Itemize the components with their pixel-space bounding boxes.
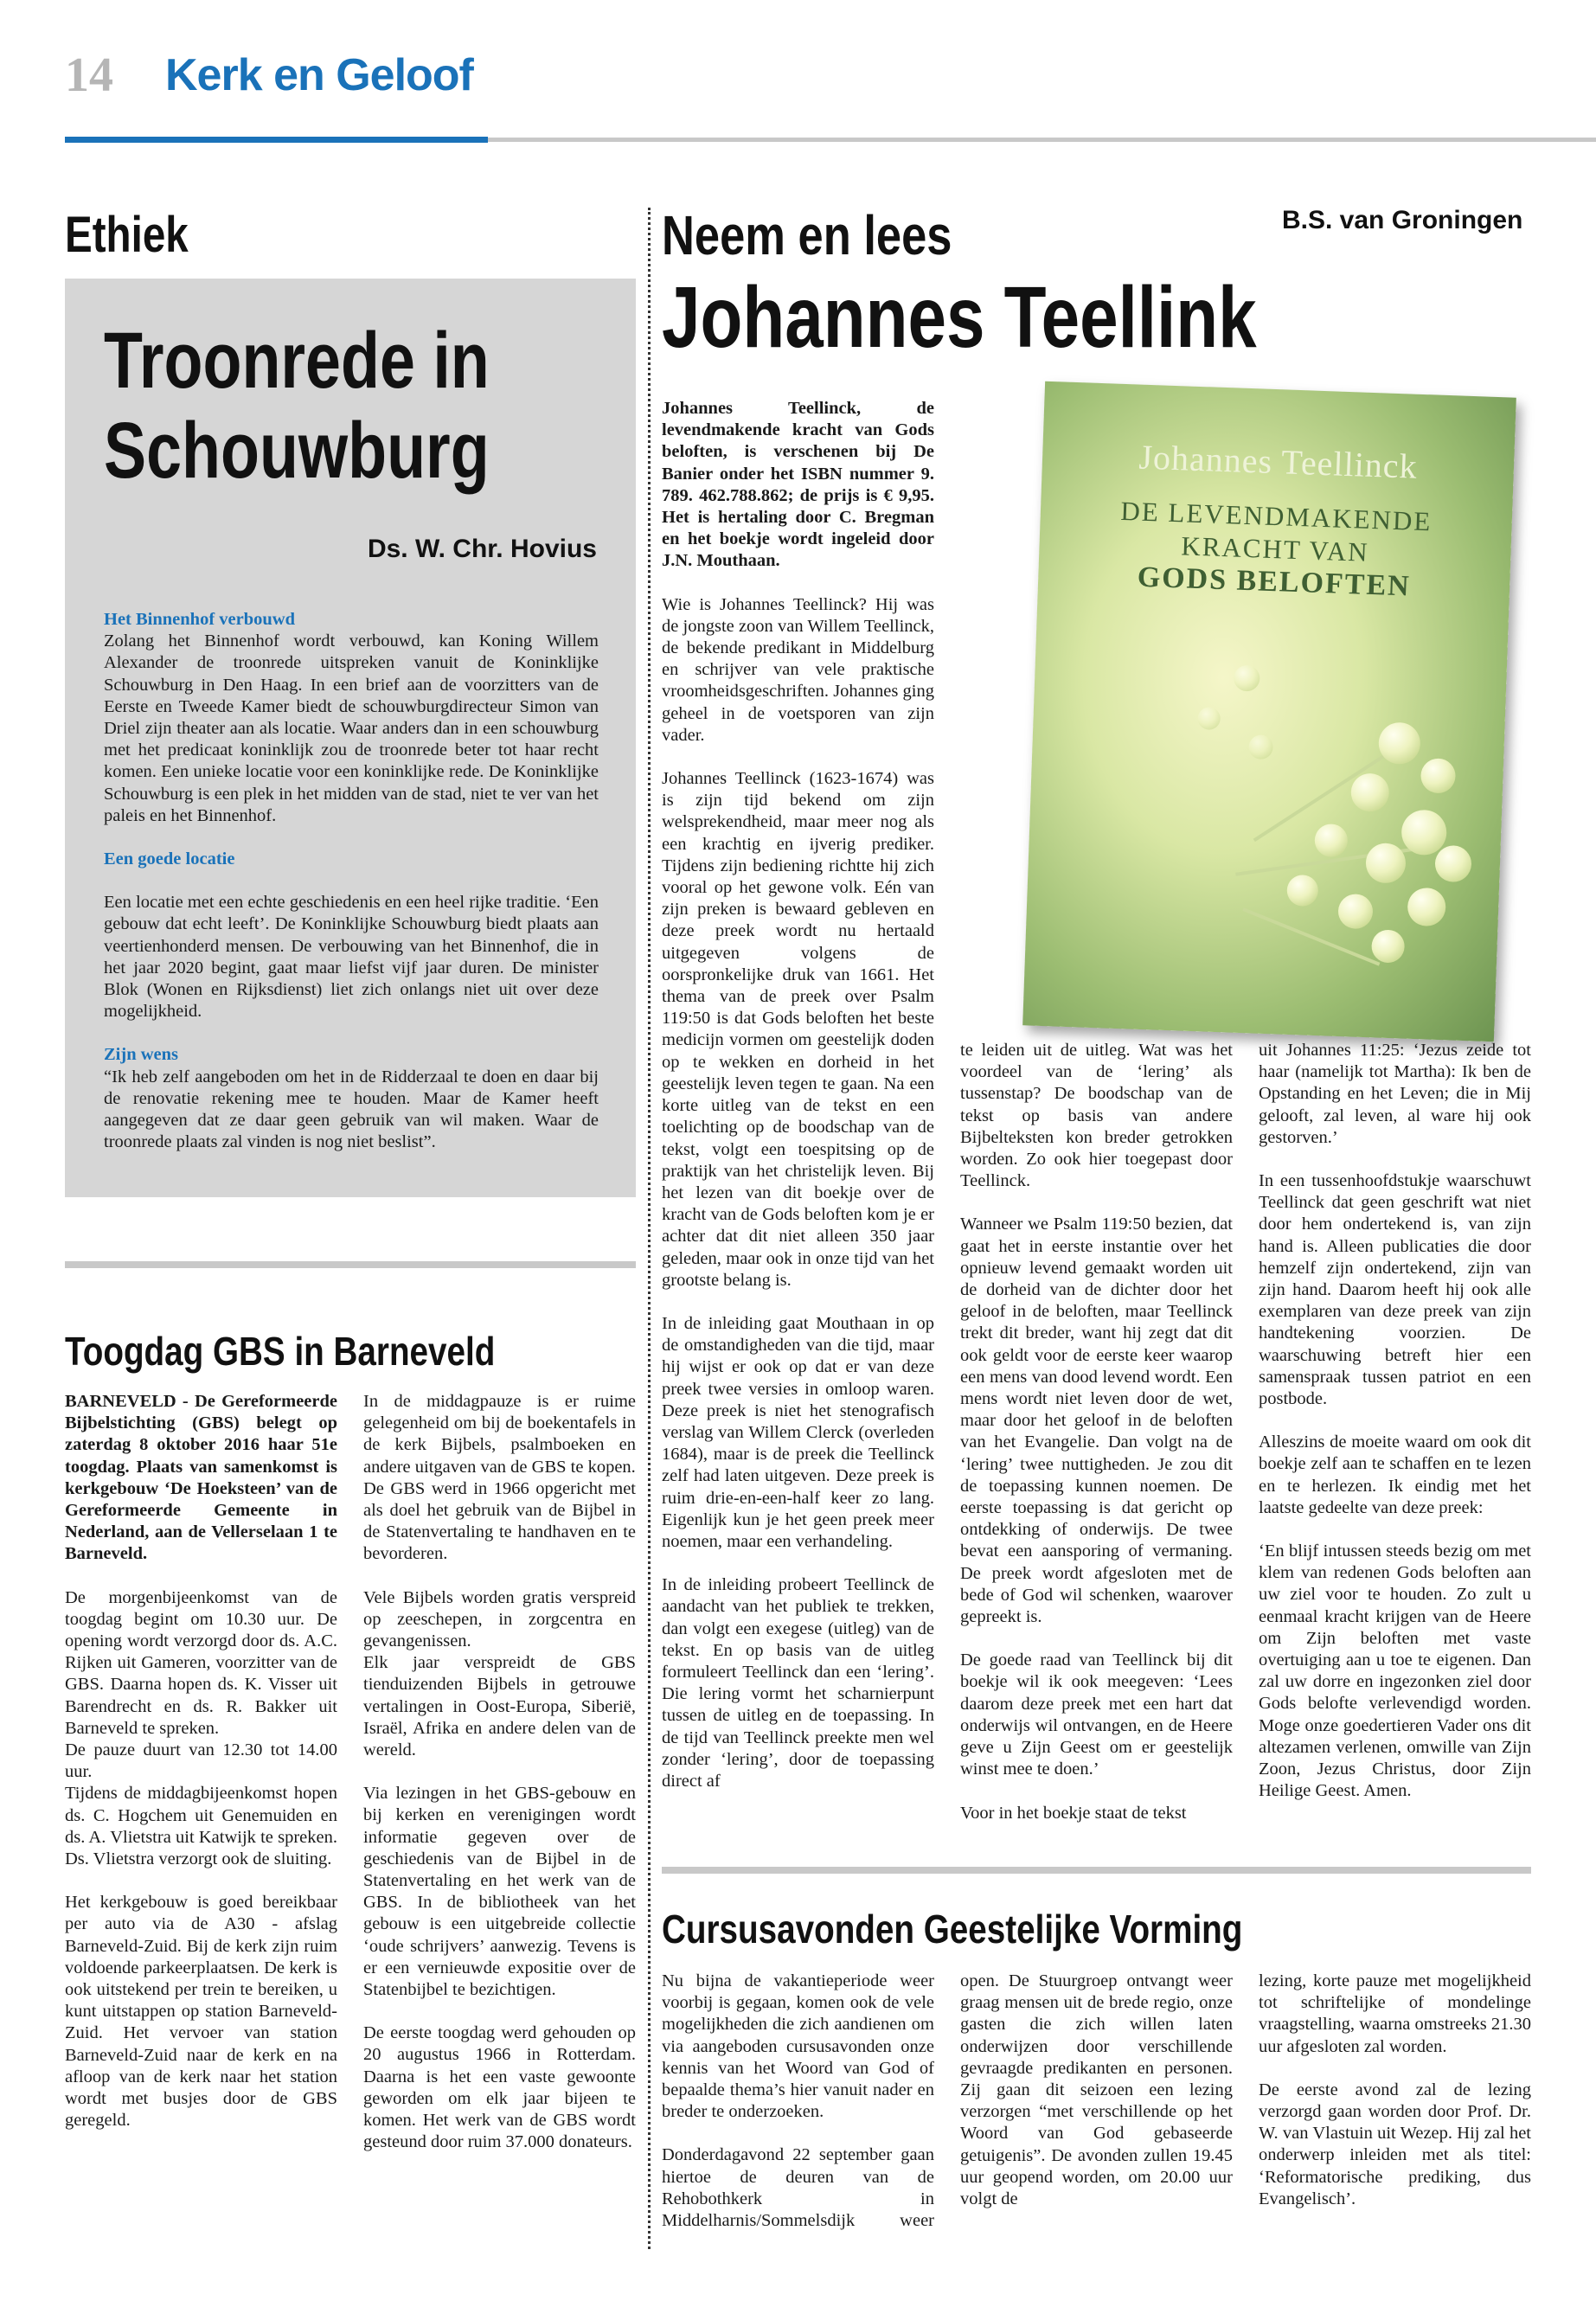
neem-paragraph: Wie is Johannes Teellinck? Hij was de jongste zoon van Willem Teellinck, de bekende predikant in Middelburg en schrijver van vele praktische vroomheidsgeschriften. Johannes ging geheel in de voetsporen van zijn vader. — [662, 594, 934, 745]
toogdag-col-1 — [65, 1391, 337, 2132]
neem-paragraph: Johannes Teellinck (1623-1674) was is zijn tijd bekend om zijn welsprekendheid, maar meer nog als een krachtig en ijverig prediker. Tijdens zijn bediening richtte hij zich vooral op het gewone volk. Eén van zijn preken is bewaard gebleven en deze preek wordt nu hertaald uitgegeven volgens de oorspronkelijke druk van 1661. Het thema van de preek over Psalm 119:50 is dat Gods beloften het beste medicijn vormen om geestelijk doden op te wekken en dorheid in het geestelijk leven tegen te gaan. Na een korte uitleg van de tekst en een toelichting op de boodschap van de tekst, volgt een toespitsing op de praktijk van het christelijk leven. Bij het lezen van dit boekje over de kracht van de Gods beloften kom je er achter dat dit niet alleen 350 jaar geleden, maar ook in onze tijd van het grootste belang is. — [662, 769, 934, 1290]
book-cover — [1022, 381, 1516, 1042]
ethiek-headline: Troonrede in Schouwburg — [104, 317, 490, 495]
cursus-paragraph: Donderdagavond 22 september gaan hiertoe de deuren van de Rehobothkerk in Middelharnis/Sommelsdijk weer open. De Stuurgroep ontvangt weer graag mensen uit de brede regio, onze gasten die zich willen laten onderwijzen door verschillende gevraagde predikanten en personen. Zij gaan dit seizoen een lezing verzorgen “met verschillende op het Woord van God gebaseerde getuigenis”. De avonden zullen 19.45 uur geopend worden, om 20.00 uur volgt de — [662, 1971, 1233, 2231]
ethiek-subhead: Zijn wens — [104, 1045, 179, 1065]
neem-paragraph: Wanneer we Psalm 119:50 bezien, dat gaat het in eerste instantie over het opnieuw levend gemaakt worden uit de dorheid van de dichter door het geloof in de beloften, maar Teellinck trekt dit breder, want hij zegt dat dit ook geldt voor de eerste keer waarop een mens van dood levend wordt. Een mens wordt niet leven door de wet, maar door het geloof in de beloften van het Evangelie. Dan volgt na de ‘lering’ twee nuttigheden. Je zou dit de toepassing kunnen noemen. De eerste toepassing is dat gericht op ontdekking of onderwijs. De twee bevat een aansporing of vermaning. De preek wordt afgesloten met de bede of God wil schenken, waarover gepreekt is. — [960, 1215, 1233, 1627]
ethiek-paragraph: “Ik heb zelf aangeboden om het in de Ridderzaal te doen en daar bij de renovatie rekening mee te houden. Maar de Kamer heeft aangegeven dat ze daar geen gebruik van wil maken. Waar de troonrede plaats zal vinden is nog niet beslist”. — [104, 1067, 599, 1152]
cursus-paragraph: De eerste avond zal de lezing verzorgd gaan worden door Prof. Dr. W. van Vlastuin uit Wezep. Hij zal het onderwerp inleiden met als titel: ‘Reformatorische prediking, dus Evangelisch’. — [1259, 2080, 1531, 2208]
ethiek-paragraph: Zolang het Binnenhof wordt verbouwd, kan Koning Willem Alexander de troonrede uitspreken vanuit de Koninklijke Schouwburg in Den Haag. In een brief aan de voorzitters van de Eerste en Tweede Kamer biedt de schouwburgdirecteur Simon van Driel zijn theater aan als locatie. Waar anders dan in een schouwburg met het predicaat koninklijk zou de troonrede beter tot haar recht komen. Een unieke locatie voor een koninklijke rede. De Koninklijke Schouwburg is een plek in het midden van de stad, niet te ver van het paleis en het Binnenhof. — [104, 631, 599, 825]
ethiek-paragraph: Een locatie met een echte geschiedenis en een heel rijke traditie. ‘Een gebouw dat echt leeft’. De Koninklijke Schouwburg biedt plaats aan veertienhonderd mensen. De verbouwing van het Binnenhof, die in het jaar 2020 begint, gaat maar liefst vijf jaar duren. De minister Blok (Wonen en Rijksdienst) liet zich onlangs niet uit over deze mogelijkheid. — [104, 893, 599, 1022]
ethiek-subhead: Het Binnenhof verbouwd — [104, 610, 295, 629]
neem-col-2 — [960, 1040, 1233, 1824]
toogdag-paragraph: Via lezingen in het GBS-gebouw en bij kerken en verenigingen wordt informatie gegeven over de geschiedenis van de Bijbel in de Statenvertaling en het werk van de GBS. In de bibliotheek van het gebouw is een uitgebreide collectie ‘oude schrijvers’ aanwezig. Tevens is er een vernieuwde expositie over de Statenbijbel te bezichtigen. — [363, 1784, 636, 2000]
header-rule-accent — [65, 137, 488, 143]
header-rule — [488, 138, 1596, 142]
toogdag-paragraph: Het kerkgebouw is goed bereikbaar per auto via de A30 - afslag Barneveld-Zuid. Bij de kerk zijn ruim voldoende parkeerplaatsen. De kerk is ook uitstekend per trein te bereiken, u kunt uitstappen op station Barneveld-Zuid. Het vervoer van station Barneveld-Zuid naar de kerk en na afloop van de kerk naar het station wordt met busjes door de GBS geregeld. — [65, 1893, 337, 2131]
neem-kicker: Neem en lees — [662, 204, 952, 266]
neem-paragraph: In de inleiding probeert Teellinck de aandacht van het publiek te trekken, dan volgt een exegese (uitleg) van de tekst. En op basis van de uitleg formuleert Teellinck dan een ‘lering’. Die lering vormt het scharnierpunt tussen de uitleg en de toepassing. In de tijd van Teellinck preekte men wel zonder ‘lering’, door de toepassing direct af — [662, 1575, 934, 1791]
neem-paragraph: In een tussenhoofdstukje waarschuwt Teellinck dat geen geschrift wat niet door hem ondertekend is, van zijn hand is. Alleen publicaties die door hemzelf zijn ondertekend, zijn van zijn hand. Daarom heeft hij ook alle exemplaren van deze preek van zijn handtekening voorzien. De waarschuwing betreft hier een samenspraak tussen patriot en een postbode. — [1259, 1171, 1531, 1409]
cursus-headline: Cursusavonden Geestelijke Vorming — [662, 1907, 1243, 1952]
neem-paragraph: uit Johannes 11:25: ‘Jezus zeide tot haar (namelijk tot Martha): Ik ben de Opstanding en het Leven; die in Mij gelooft, zal leven, al ware hij ook gestorven.’ — [1259, 1041, 1531, 1147]
cursus-paragraph: lezing, korte pauze met mogelijkheid tot schriftelijke of mondelinge vraagstelling, waarna omstreeks 21.30 uur afgesloten zal worden. — [1259, 1971, 1531, 2056]
ethiek-body — [104, 609, 599, 1153]
toogdag-paragraph: Vele Bijbels worden gratis verspreid op zeeschepen, in zorgcentra en gevangenissen. Elk jaar verspreidt de GBS tienduizenden Bijbels in getrouwe vertalingen in Oost-Europa, Siberië, Israël, Afrika en andere delen van de wereld. — [363, 1587, 636, 1760]
neem-lead: Johannes Teellinck, de levendmakende kracht van Gods beloften, is verschenen bij De Banier onder het ISBN nummer 9. 789. 462.788.862; de prijs is € 9,95. Het is hertaling door C. Bregman en het boekje wordt ingeleid door J.N. Mouthaan. — [662, 399, 934, 571]
cursus-paragraph: Nu bijna de vakantieperiode weer voorbij is gegaan, komen ook de vele mogelijkheden die zich aandienen om via aangeboden cursusavonden onze kennis van het Woord van God of bepaalde thema’s hier vanuit nader en breder te onderzoeken. — [662, 1971, 934, 2122]
cursus-col-1 — [662, 1971, 1233, 2252]
neem-headline: Johannes Teellink — [662, 269, 1257, 366]
neem-author: B.S. van Groningen — [1282, 206, 1523, 234]
neem-paragraph: Alleszins de moeite waard om ook dit boekje zelf aan te schaffen en te lezen en te herlezen. Ik eindig met het laatste gedeelte van deze preek: — [1259, 1433, 1531, 1517]
toogdag-paragraph: De morgenbijeenkomst van de toogdag begint om 10.30 uur. De opening wordt verzorgd door ds. A.C. Rijken uit Gameren, voorzitter van de GBS. Daarna hopen ds. K. Visser uit Barendrecht en ds. R. Bakker uit Barneveld te spreken. De pauze duurt van 12.30 tot 14.00 uur. Tijdens de middagbijeenkomst hopen ds. C. Hogchem uit Genemuiden en ds. A. Vlietstra uit Katwijk te spreken. Ds. Vlietstra verzorgt ook de sluiting. — [65, 1587, 337, 1869]
column-divider — [648, 208, 651, 2249]
neem-paragraph: te leiden uit de uitleg. Wat was het voordeel van de ‘lering’ als tussenstap? De boodschap van de tekst op basis van andere Bijbelteksten kon breder getrokken worden. Zo ook hier toegepast door Teellinck. — [960, 1041, 1233, 1191]
toogdag-paragraph: In de middagpauze is er ruime gelegenheid om bij de boekentafels in de kerk Bijbels, psalmboeken en andere uitgaven van de GBS te kopen. De GBS werd in 1966 opgericht met als doel het gebruik van de Bijbel in de Statenvertaling te handhaven en te bevorderen. — [363, 1392, 636, 1564]
neem-paragraph: Voor in het boekje staat de tekst — [960, 1803, 1187, 1823]
cursus-col-3 — [1259, 1971, 1531, 2210]
neem-paragraph: De goede raad van Teellinck bij dit boekje wil ik ook meegeven: ‘Lees daarom deze preek met een hart dat onderwijs wil ontvangen, en de Heere geve u Zijn Geest om er geestelijk winst mee te doen.’ — [960, 1650, 1233, 1779]
book-cover-author: Johannes Teellinck — [1138, 437, 1419, 486]
section-title: Kerk en Geloof — [165, 50, 473, 100]
toogdag-paragraph: De eerste toogdag werd gehouden op 20 augustus 1966 in Rotterdam. Daarna is het een vaste gewoonte geworden om elk jaar bijeen te komen. Het werk van de GBS wordt gesteund door ruim 37.000 donateurs. — [363, 2023, 636, 2152]
ethiek-subhead: Een goede locatie — [104, 849, 235, 869]
neem-paragraph: ‘En blijf intussen steeds bezig om met klem van redenen Gods beloften aan uw ziel voor te houden. Zo zult u eenmaal kracht krijgen van de Heere om Zijn beloften met vaste overtuiging aan u toe te eigenen. Dan zal uw dorre en ingezonken ziel door Gods belofte verlevendigd worden. Moge onze goedertieren Vader ons dit altezamen verlenen, omwille van Zijn Zoon, Jezus Christus, door Zijn Heilige Geest. Amen. — [1259, 1541, 1531, 1801]
section-rule — [662, 1867, 1531, 1874]
book-cover-title: DE LEVENDMAKENDE KRACHT VAN GODS BELOFTEN — [1119, 495, 1433, 603]
neem-col-1 — [662, 398, 934, 1792]
toogdag-lead: BARNEVELD - De Gereformeerde Bijbelstichting (GBS) belegt op zaterdag 8 oktober 2016 haar 51e toogdag. Plaats van samenkomst is kerkgebouw ‘De Hoeksteen’ van de Gereformeerde Gemeente in Nederland, aan de Vellerselaan 1 te Barneveld. — [65, 1392, 337, 1564]
page-header — [65, 48, 1596, 108]
toogdag-headline: Toogdag GBS in Barneveld — [65, 1329, 496, 1374]
ethiek-author: Ds. W. Chr. Hovius — [367, 535, 597, 563]
neem-paragraph: In de inleiding gaat Mouthaan in op de omstandigheden van die tijd, maar hij wijst er ook op dat er van deze preek twee versies in omloop waren. Deze preek is niet het stenografisch verslag van Willem Clerck (overleden 1684), maar is de preek die Teellinck zelf had laten uitgeven. Deze preek is ruim drie-en-een-half keer zo lang. Eigenlijk kun je het geen preek meer noemen, maar een verhandeling. — [662, 1313, 934, 1551]
page-number: 14 — [65, 48, 113, 102]
neem-col-3 — [1259, 1040, 1531, 1803]
toogdag-col-2 — [363, 1391, 636, 2154]
section-rule — [65, 1261, 636, 1268]
ethiek-kicker: Ethiek — [65, 207, 189, 263]
